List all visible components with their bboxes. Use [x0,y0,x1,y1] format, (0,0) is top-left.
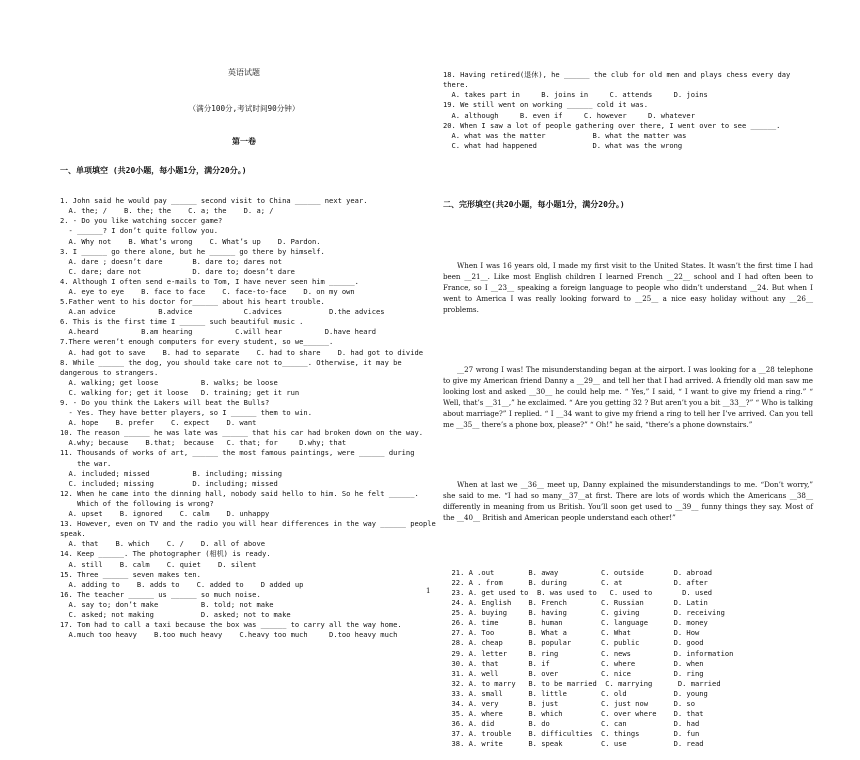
option-line: 29. A. letter B. ring C. news D. information [443,648,734,658]
question-line: 20. When I saw a lot of people gathering over there, I went over to see ______. [443,120,781,130]
question-line: 16. The teacher ______ us ______ so much noise. [60,589,261,599]
question-line: A. dare ; doesn’t dare B. dare to; dares not [60,256,283,266]
question-line: 15. Three ______ seven makes ten. [60,569,201,579]
option-line: 23. A. get used to B. was used to C. used to D. used [443,588,713,597]
exam-subtitle: （满分100分,考试时间90分钟） [188,104,300,114]
question-line: A. what was the matter B. what the matter was [443,130,687,140]
question-line: C. included; missing D. including; missed [60,478,278,488]
page-number: 1 [426,587,431,595]
question-line: C. walking for; get it loose D. training; get it run [60,387,300,397]
question-line: A. takes part in B. joins in C. attends D. joins [443,90,708,100]
section-two-heading: 二、完形填空(共20小题，每小题1分，满分20分。) [443,200,625,210]
question-line: A.an advice B.advice C.advices D.the advices [60,307,385,317]
question-line: A. although B. even if C. however D. whatever [443,110,695,120]
left-column [60,48,436,650]
question-line: - Yes. They have better players, so I ______ them to win. [60,408,312,418]
option-line: 31. A. well B. over C. nice D. ring [443,668,704,678]
question-line: 5.Father went to his doctor for______ about his heart trouble. [60,297,325,307]
question-line: A. included; missed B. including; missing [60,468,283,478]
section-one-heading: 一、单项填空 (共20小题，每小题1分，满分20分。) [60,165,247,175]
question-line: 17. Tom had to call a taxi because the box was ______ to carry all the way home. [60,620,402,630]
option-line: 38. A. write B. speak C. use D. read [443,739,704,749]
question-line: 14. Keep ______. The photographer (相机) is ready. [60,549,271,559]
question-line: 18. Having retired(退休), he ______ the club for old men and plays chess every day [443,70,791,80]
question-line: Which of the following is wrong? [60,498,214,508]
question-line: A. had got to save B. had to separate C. had to share D. had got to divide [60,347,424,357]
question-line: A. upset B. ignored C. calm D. unhappy [60,509,270,519]
cloze-paragraph-3: When at last we __36__ meet up, Danny explained the misunderstandings to me. “Don’t worry,” she said to me. “I had so many__37__at first. There are lots of words which the Americans __38__ differently in meaning from us British. You’ll soon get used to __39__ funny things they say. Most of the __40__ British and American people understand each other!” [443,480,813,523]
question-line: C. asked; not making D. asked; not to make [60,609,291,619]
question-line: 19. We still went on working ______ cold it was. [443,100,648,110]
question-line: 8. While ______ the dog, you should take care not to______. Otherwise, it may be [60,357,402,367]
option-line: 32. A. to marry B. to be married C. marrying D. married [443,678,721,688]
question-line: A. hope B. prefer C. expect D. want [60,418,257,428]
question-line: 9. - Do you think the Lakers will beat the Bulls? [60,398,270,407]
question-line: 7.There weren’t enough computers for every student, so we______. [60,337,334,347]
question-line: 10. The reason ______ he was late was ______ that his car had broken down on the way. [60,428,424,438]
option-line: 28. A. cheap B. popular C. public D. good [443,638,704,648]
question-line: A. the; / B. the; the C. a; the D. a; / [60,206,274,216]
option-line: 26. A. time B. human C. language D. money [443,618,708,628]
question-line: 2. - Do you like watching soccer game? [60,216,223,226]
section-one-questions [60,196,436,640]
cloze-paragraph-2: __27 wrong I was! The misunderstanding began at the airport. I was looking for a __28 telephone to give my American friend Danny a __29__ and tell her that I had arrived. A friendly old man saw me looking lost and asked __30__ he could help me. “ Yes,” I said, “ I want to give my friend a ring.” “ Well, that’s __31__,” he exclaimed. “ Are you getting 32 ? But aren’t you a bit __33__?” “ Who is talking about marriage?” I replied. “ I __34 want to give my friend a ring to tell her I’ve arrived. Can you tell me __35__ there’s a phone box, please?” “ Oh!” he said, “there’s a phone downstairs.” [443,365,813,430]
question-line: A. walking; get loose B. walks; be loose [60,377,278,387]
question-line: 1. John said he would pay ______ second visit to China ______ next year. [60,196,368,206]
question-line: A.heard B.am hearing C.will hear D.have heard [60,327,377,337]
option-line: 34. A. very B. just C. just now D. so [443,699,695,709]
question-line: speak. [60,529,86,539]
option-line: 36. A. did B. do C. can D. had [443,719,700,729]
question-line: A.why; because B.that; because C. that; for D.why; that [60,438,347,448]
question-line: C. what had happened D. what was the wrong [443,140,683,150]
right-column [443,50,813,760]
question-line: dangerous to strangers. [60,367,159,377]
option-line: 33. A. small B. little C. old D. young [443,688,708,698]
question-line: A. that B. which C. / D. all of above [60,539,265,549]
question-line: 13. However, even on TV and the radio you will hear differences in the way ______ people [60,519,436,529]
option-line: 35. A. where B. which C. over where D. that [443,709,704,719]
question-line: there. [443,80,469,90]
question-line: the war. [60,458,112,468]
question-line: 4. Although I often send e-mails to Tom, I have never seen him ______. [60,276,359,286]
section-one-questions-continued [443,70,813,151]
part-one-heading: 第一卷 [232,136,256,146]
cloze-options [443,568,813,750]
question-line: A. eye to eye B. face to face C. face-to-face D. on my own [60,286,355,296]
question-line: 6. This is the first time I ______ such beautiful music . [60,317,304,327]
question-line: A. adding to B. adds to C. added to D added up [60,579,304,589]
exam-title: 英语试题 [228,68,260,78]
question-line: A. Why not B. What’s wrong C. What’s up D. Pardon. [60,236,321,246]
question-line: C. dare; dare not D. dare to; doesn’t dare [60,266,295,276]
option-line: 30. A. that B. if C. where D. when [443,658,704,668]
question-line: A. say to; don’t make B. told; not make [60,599,274,609]
option-line: 37. A. trouble B. difficulties C. things D. fun [443,729,700,739]
option-line: 21. A .out B. away C. outside D. abroad [443,567,713,577]
option-line: 22. A . from B. during C. at D. after [443,577,708,587]
option-line: 27. A. Too B. What a C. What D. How [443,628,700,638]
question-line: A.much too heavy B.too much heavy C.heavy too much D.too heavy much [60,630,398,640]
question-line: A. still B. calm C. quiet D. silent [60,559,257,569]
question-line: - ______? I don’t quite follow you. [60,226,219,236]
option-line: 24. A. English B. French C. Russian D. Latin [443,598,708,608]
cloze-paragraph-1: When I was 16 years old, I made my first visit to the United States. It wasn’t the first time I had been __21__. Like most English children I learned French __22__ school and I had often been to France, so I __23__ speaking a foreign language to people who didn’t understand __24. But when I went to America I was really looking forward to __25__ a nice easy holiday without any __26__ problems. [443,260,813,314]
question-line: 11. Thousands of works of art, ______ the most famous paintings, were ______ during [60,448,415,458]
question-line: 3. I ______ go there alone, but he ______ go there by himself. [60,246,325,256]
option-line: 25. A. buying B. having C. giving D. receiving [443,608,725,618]
question-line: 12. When he came into the dinning hall, nobody said hello to him. So he felt ______. [60,488,419,498]
